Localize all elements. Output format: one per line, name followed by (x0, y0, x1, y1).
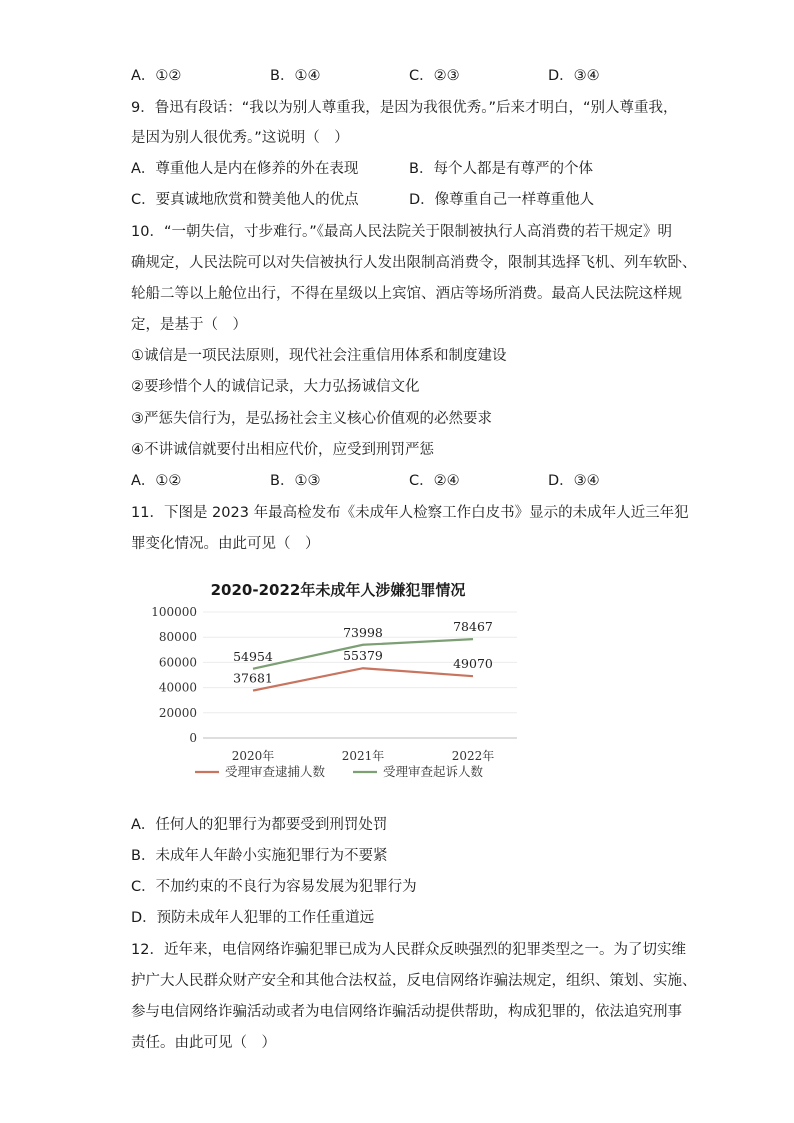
q11-option-d[interactable]: D．预防未成年人犯罪的工作任重道远 (131, 910, 375, 926)
data-label: 49070 (453, 656, 493, 672)
y-tick-label: 40000 (158, 680, 197, 695)
x-tick-label: 2020年 (231, 749, 275, 763)
q10-statement-1: ①诚信是一项民法原则，现代社会注重信用体系和制度建设 (131, 348, 507, 364)
q10-option-d[interactable]: D．③④ (548, 473, 600, 489)
y-tick-label: 20000 (158, 705, 197, 720)
q10-stem-line-1: 10．“一朝失信，寸步难行。”《最高人民法院关于限制被执行人高消费的若干规定》明 (131, 224, 672, 240)
y-tick-label: 80000 (158, 630, 197, 645)
q9-option-b[interactable]: B．每个人都是有尊严的个体 (409, 161, 593, 177)
q12-stem-line-2: 护广大人民群众财产安全和其他合法权益，反电信网络诈骗法规定，组织、策划、实施、 (131, 973, 697, 989)
q10-stem-line-3: 轮船二等以上舱位出行，不得在星级以上宾馆、酒店等场所消费。最高人民法院这样规 (131, 286, 682, 302)
legend-label: 受理审查逮捕人数 (225, 764, 326, 779)
q11-option-c[interactable]: C．不加约束的不良行为容易发展为犯罪行为 (131, 879, 417, 895)
q11-stem-line-2: 罪变化情况。由此可见（ ） (131, 536, 320, 552)
q10-option-a[interactable]: A．①② (131, 473, 182, 489)
q10-option-b[interactable]: B．①③ (270, 473, 321, 489)
q10-statement-2: ②要珍惜个人的诚信记录，大力弘扬诚信文化 (131, 379, 420, 395)
q10-statement-3: ③严惩失信行为，是弘扬社会主义核心价值观的必然要求 (131, 411, 492, 427)
q12-stem-line-1: 12．近年来，电信网络诈骗犯罪已成为人民群众反映强烈的犯罪类型之一。为了切实维 (131, 942, 686, 958)
data-label: 73998 (343, 624, 383, 640)
crime-trend-chart (145, 568, 540, 793)
q11-option-b[interactable]: B．未成年人年龄小实施犯罪行为不要紧 (131, 848, 388, 864)
q12-stem-line-4: 责任。由此可见（ ） (131, 1035, 276, 1051)
x-tick-label: 2022年 (451, 749, 495, 763)
y-tick-label: 0 (189, 731, 197, 745)
q9-option-a[interactable]: A．尊重他人是内在修养的外在表现 (131, 161, 359, 177)
chart-x-ticks (232, 748, 495, 763)
x-tick-label: 2021年 (341, 749, 385, 763)
y-tick-label: 60000 (158, 655, 197, 670)
q9-stem-line-2: 是因为别人很优秀。”这说明（ ） (131, 130, 349, 146)
q11-stem-line-1: 11．下图是 2023 年最高检发布《未成年人检察工作白皮书》显示的未成年人近三年犯 (131, 505, 689, 521)
y-tick-label: 100000 (151, 605, 197, 619)
data-label: 37681 (233, 670, 273, 686)
q12-stem-line-3: 参与电信网络诈骗活动或者为电信网络诈骗活动提供帮助，构成犯罪的，依法追究刑事 (131, 1004, 682, 1020)
q10-option-c[interactable]: C．②④ (409, 473, 460, 489)
q8-option-a[interactable]: A．①② (131, 68, 182, 84)
q9-option-c[interactable]: C．要真诚地欣赏和赞美他人的优点 (131, 192, 359, 208)
chart-title: 2020-2022年未成年人涉嫌犯罪情况 (210, 581, 466, 599)
q9-stem-line-1: 9．鲁迅有段话：“我以为别人尊重我，是因为我很优秀。”后来才明白，“别人尊重我， (131, 100, 678, 116)
q10-stem-line-2: 确规定，人民法院可以对失信被执行人发出限制高消费令，限制其选择飞机、列车软卧、 (131, 255, 697, 271)
q10-stem-line-4: 定，是基于（ ） (131, 317, 247, 333)
chart-svg (145, 568, 540, 793)
q8-option-c[interactable]: C．②③ (409, 68, 460, 84)
legend-label: 受理审查起诉人数 (383, 764, 484, 779)
q8-option-b[interactable]: B．①④ (270, 68, 321, 84)
data-label: 78467 (453, 619, 493, 635)
data-label: 55379 (343, 648, 383, 664)
q8-option-d[interactable]: D．③④ (548, 68, 600, 84)
data-label: 54954 (233, 648, 273, 664)
q11-option-a[interactable]: A．任何人的犯罪行为都要受到刑罚处罚 (131, 817, 388, 833)
q10-statement-4: ④不讲诚信就要付出相应代价，应受到刑罚严惩 (131, 442, 434, 458)
q9-option-d[interactable]: D．像尊重自己一样尊重他人 (409, 192, 595, 208)
